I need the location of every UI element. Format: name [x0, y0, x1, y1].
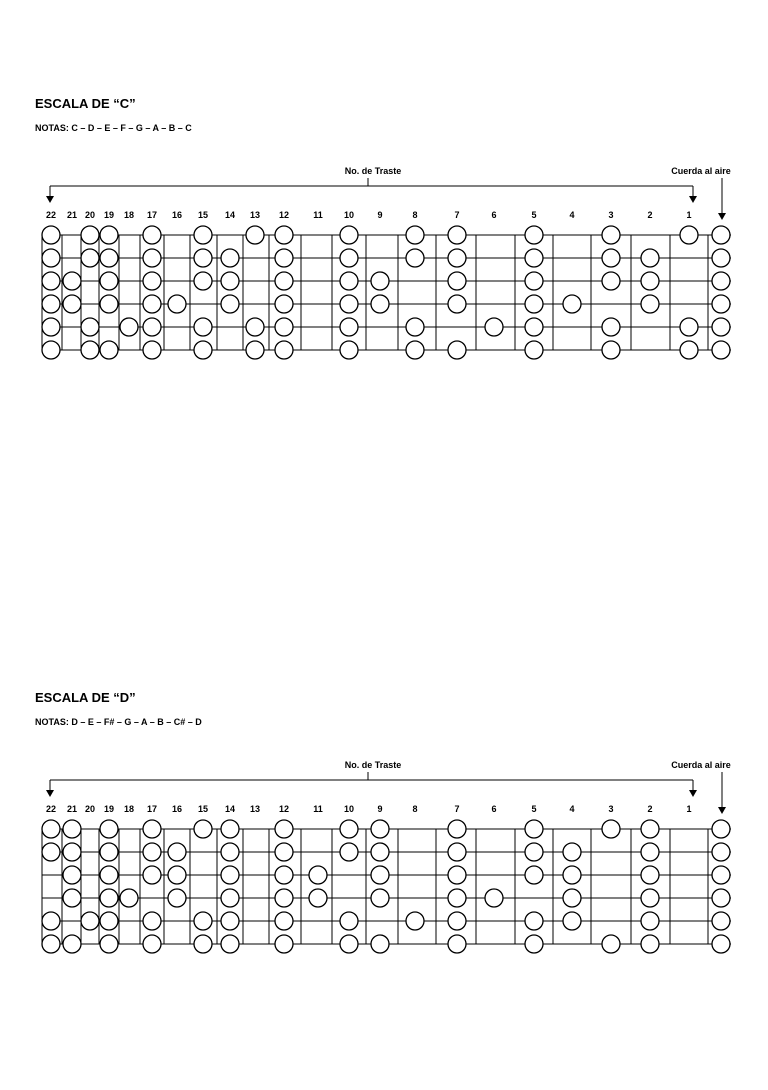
note-dot — [602, 318, 620, 336]
note-dot — [63, 889, 81, 907]
fret-number-header: No. de Traste — [344, 760, 402, 770]
note-dot — [221, 249, 239, 267]
note-dot — [448, 226, 466, 244]
open-string-header: Cuerda al aire — [671, 760, 731, 770]
note-dot — [143, 226, 161, 244]
note-dot — [602, 935, 620, 953]
note-dot — [371, 889, 389, 907]
note-dot — [63, 295, 81, 313]
note-dot — [168, 295, 186, 313]
note-dot — [143, 249, 161, 267]
fret-number: 14 — [224, 804, 236, 814]
arrow-down-icon — [718, 213, 726, 220]
note-dot — [63, 843, 81, 861]
note-dot — [525, 912, 543, 930]
fret-number: 16 — [171, 804, 183, 814]
note-dot — [100, 295, 118, 313]
note-dot — [525, 820, 543, 838]
note-dot — [563, 843, 581, 861]
open-string-dot — [712, 866, 730, 884]
note-dot — [371, 295, 389, 313]
fret-number: 5 — [531, 804, 537, 814]
note-dot — [563, 889, 581, 907]
note-dot — [525, 866, 543, 884]
note-dot — [340, 341, 358, 359]
note-dot — [525, 295, 543, 313]
note-dot — [340, 318, 358, 336]
note-dot — [525, 843, 543, 861]
note-dot — [406, 341, 424, 359]
note-dot — [194, 341, 212, 359]
note-dot — [168, 843, 186, 861]
fret-number: 9 — [377, 210, 383, 220]
note-dot — [525, 318, 543, 336]
note-dot — [221, 935, 239, 953]
note-dot — [448, 341, 466, 359]
fret-number: 17 — [146, 210, 158, 220]
fret-range-bracket — [50, 178, 693, 197]
note-dot — [275, 318, 293, 336]
note-dot — [194, 912, 212, 930]
note-dot — [143, 843, 161, 861]
note-dot — [448, 272, 466, 290]
note-dot — [143, 820, 161, 838]
note-dot — [275, 889, 293, 907]
note-dot — [371, 935, 389, 953]
note-dot — [168, 866, 186, 884]
fret-number-header: No. de Traste — [344, 166, 402, 176]
arrow-down-icon — [46, 196, 54, 203]
note-dot — [406, 249, 424, 267]
note-dot — [485, 889, 503, 907]
note-dot — [221, 295, 239, 313]
note-dot — [680, 341, 698, 359]
note-dot — [275, 935, 293, 953]
open-string-dot — [712, 318, 730, 336]
note-dot — [143, 318, 161, 336]
note-dot — [100, 341, 118, 359]
note-dot — [340, 295, 358, 313]
note-dot — [340, 272, 358, 290]
note-dot — [246, 226, 264, 244]
note-dot — [42, 249, 60, 267]
fret-number: 4 — [569, 210, 575, 220]
note-dot — [42, 912, 60, 930]
fret-number: 7 — [454, 210, 460, 220]
note-dot — [340, 843, 358, 861]
note-dot — [63, 272, 81, 290]
note-dot — [221, 820, 239, 838]
fret-number: 18 — [123, 804, 135, 814]
fret-number: 14 — [224, 210, 236, 220]
scale-title: ESCALA DE “C” — [35, 96, 136, 111]
fret-number: 3 — [608, 210, 614, 220]
fret-number: 21 — [66, 804, 78, 814]
fret-number: 10 — [343, 210, 355, 220]
note-dot — [309, 866, 327, 884]
note-dot — [275, 295, 293, 313]
note-dot — [221, 912, 239, 930]
note-dot — [100, 889, 118, 907]
note-dot — [309, 889, 327, 907]
fret-number: 15 — [197, 804, 209, 814]
note-dot — [275, 866, 293, 884]
note-dot — [100, 912, 118, 930]
note-dot — [641, 843, 659, 861]
note-dot — [194, 226, 212, 244]
open-string-dot — [712, 843, 730, 861]
note-dot — [602, 226, 620, 244]
note-dot — [246, 318, 264, 336]
note-dot — [275, 843, 293, 861]
note-dot — [100, 226, 118, 244]
note-dot — [120, 318, 138, 336]
note-dot — [42, 820, 60, 838]
note-dot — [168, 889, 186, 907]
note-dot — [81, 912, 99, 930]
fret-number: 18 — [123, 210, 135, 220]
fret-number: 1 — [686, 210, 692, 220]
note-dot — [448, 912, 466, 930]
note-dot — [42, 295, 60, 313]
note-dot — [602, 341, 620, 359]
scale-block-c — [0, 96, 768, 496]
fret-number: 21 — [66, 210, 78, 220]
note-dot — [81, 249, 99, 267]
fret-number: 20 — [84, 210, 96, 220]
note-dot — [406, 226, 424, 244]
note-dot — [42, 226, 60, 244]
fret-number: 17 — [146, 804, 158, 814]
fret-number: 8 — [412, 210, 418, 220]
note-dot — [448, 295, 466, 313]
note-dot — [371, 820, 389, 838]
note-dot — [340, 935, 358, 953]
note-dot — [100, 272, 118, 290]
fret-range-bracket — [50, 772, 693, 791]
note-dot — [120, 889, 138, 907]
fretboard-diagram — [0, 690, 768, 970]
note-dot — [641, 295, 659, 313]
note-dot — [81, 318, 99, 336]
fret-number: 11 — [313, 210, 323, 220]
fret-number: 5 — [531, 210, 537, 220]
note-dot — [448, 866, 466, 884]
note-dot — [371, 272, 389, 290]
note-dot — [143, 866, 161, 884]
note-dot — [641, 912, 659, 930]
note-dot — [100, 866, 118, 884]
fret-number: 12 — [278, 804, 290, 814]
note-dot — [680, 318, 698, 336]
fret-number: 12 — [278, 210, 290, 220]
note-dot — [42, 318, 60, 336]
note-dot — [448, 843, 466, 861]
fret-number: 19 — [103, 804, 115, 814]
fret-number: 2 — [647, 804, 653, 814]
note-dot — [448, 889, 466, 907]
note-dot — [143, 295, 161, 313]
note-dot — [563, 912, 581, 930]
fret-number: 8 — [412, 804, 418, 814]
fret-number: 13 — [249, 210, 261, 220]
note-dot — [194, 272, 212, 290]
note-dot — [143, 341, 161, 359]
note-dot — [221, 866, 239, 884]
open-string-dot — [712, 889, 730, 907]
note-dot — [525, 341, 543, 359]
fret-number: 20 — [84, 804, 96, 814]
note-dot — [221, 843, 239, 861]
note-dot — [680, 226, 698, 244]
note-dot — [602, 820, 620, 838]
note-dot — [340, 912, 358, 930]
note-dot — [371, 866, 389, 884]
open-string-dot — [712, 912, 730, 930]
arrow-down-icon — [689, 790, 697, 797]
open-string-dot — [712, 935, 730, 953]
note-dot — [143, 935, 161, 953]
note-dot — [563, 295, 581, 313]
note-dot — [340, 226, 358, 244]
note-dot — [63, 935, 81, 953]
note-dot — [100, 843, 118, 861]
note-dot — [525, 935, 543, 953]
fret-number: 16 — [171, 210, 183, 220]
scale-notes: NOTAS: D – E – F# – G – A – B – C# – D — [35, 717, 202, 727]
note-dot — [641, 249, 659, 267]
open-string-header: Cuerda al aire — [671, 166, 731, 176]
scale-notes: NOTAS: C – D – E – F – G – A – B – C — [35, 123, 192, 133]
note-dot — [275, 272, 293, 290]
note-dot — [194, 318, 212, 336]
open-string-dot — [712, 341, 730, 359]
note-dot — [194, 935, 212, 953]
fret-number: 6 — [491, 804, 497, 814]
note-dot — [221, 889, 239, 907]
note-dot — [275, 249, 293, 267]
fretboard-diagram — [0, 96, 768, 376]
note-dot — [246, 341, 264, 359]
note-dot — [143, 272, 161, 290]
note-dot — [448, 249, 466, 267]
fret-number: 10 — [343, 804, 355, 814]
note-dot — [275, 912, 293, 930]
note-dot — [42, 935, 60, 953]
fret-number: 11 — [313, 804, 323, 814]
note-dot — [221, 272, 239, 290]
note-dot — [42, 843, 60, 861]
note-dot — [340, 249, 358, 267]
note-dot — [42, 341, 60, 359]
note-dot — [602, 249, 620, 267]
fret-number: 4 — [569, 804, 575, 814]
note-dot — [275, 820, 293, 838]
fret-number: 3 — [608, 804, 614, 814]
note-dot — [525, 226, 543, 244]
note-dot — [641, 820, 659, 838]
note-dot — [194, 249, 212, 267]
open-string-dot — [712, 226, 730, 244]
note-dot — [100, 249, 118, 267]
note-dot — [81, 226, 99, 244]
note-dot — [448, 935, 466, 953]
note-dot — [525, 272, 543, 290]
fret-number: 7 — [454, 804, 460, 814]
open-string-dot — [712, 295, 730, 313]
note-dot — [448, 820, 466, 838]
note-dot — [485, 318, 503, 336]
note-dot — [194, 820, 212, 838]
open-string-dot — [712, 249, 730, 267]
open-string-dot — [712, 820, 730, 838]
fret-number: 2 — [647, 210, 653, 220]
note-dot — [63, 820, 81, 838]
fret-number: 22 — [45, 210, 57, 220]
fret-number: 6 — [491, 210, 497, 220]
note-dot — [100, 820, 118, 838]
note-dot — [525, 249, 543, 267]
note-dot — [371, 843, 389, 861]
note-dot — [143, 912, 161, 930]
fret-number: 13 — [249, 804, 261, 814]
open-string-dot — [712, 272, 730, 290]
note-dot — [275, 226, 293, 244]
arrow-down-icon — [718, 807, 726, 814]
fret-number: 22 — [45, 804, 57, 814]
note-dot — [563, 866, 581, 884]
note-dot — [641, 935, 659, 953]
fret-number: 9 — [377, 804, 383, 814]
note-dot — [406, 318, 424, 336]
fret-number: 15 — [197, 210, 209, 220]
arrow-down-icon — [46, 790, 54, 797]
note-dot — [641, 272, 659, 290]
note-dot — [81, 341, 99, 359]
note-dot — [42, 272, 60, 290]
arrow-down-icon — [689, 196, 697, 203]
note-dot — [641, 889, 659, 907]
fret-number: 19 — [103, 210, 115, 220]
scale-block-d — [0, 690, 768, 1090]
fret-number: 1 — [686, 804, 692, 814]
note-dot — [406, 912, 424, 930]
note-dot — [275, 341, 293, 359]
note-dot — [641, 866, 659, 884]
note-dot — [340, 820, 358, 838]
scale-title: ESCALA DE “D” — [35, 690, 136, 705]
note-dot — [602, 272, 620, 290]
note-dot — [100, 935, 118, 953]
note-dot — [63, 866, 81, 884]
